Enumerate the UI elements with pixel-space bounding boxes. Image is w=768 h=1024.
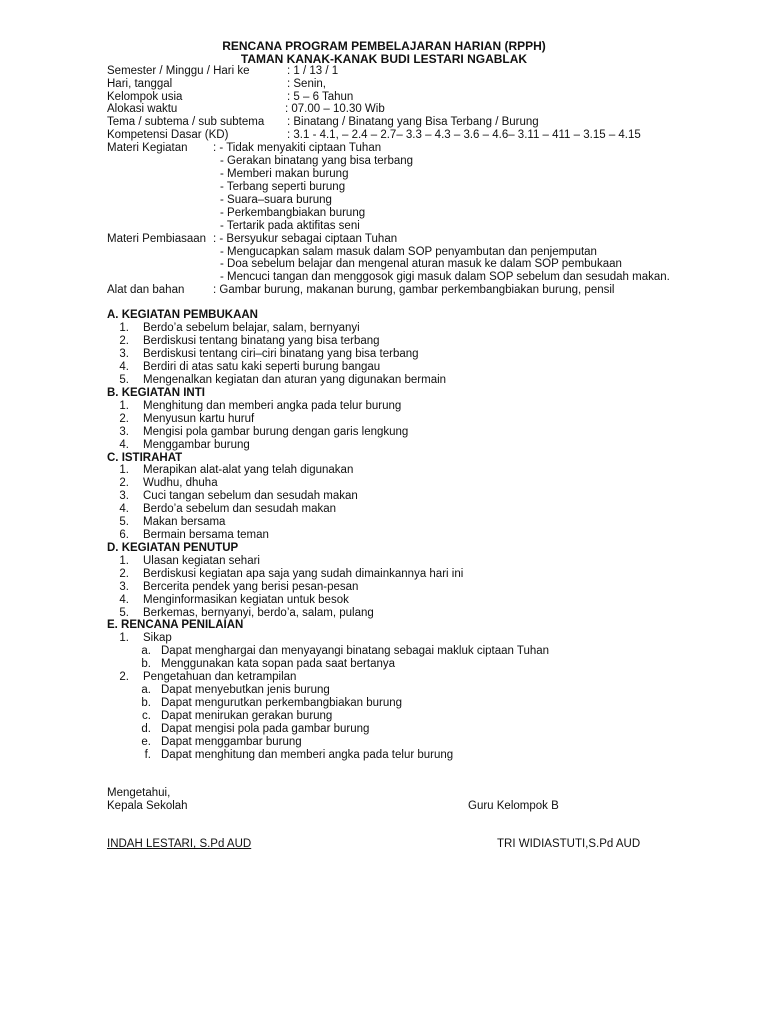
- list-letter: d.: [141, 723, 151, 735]
- meta-label: Semester / Minggu / Hari ke: [107, 65, 250, 77]
- list-text: Mengisi pola gambar burung dengan garis lengkung: [143, 426, 409, 438]
- list-text: Cuci tangan sebelum dan sesudah makan: [143, 490, 358, 502]
- section-heading: E. RENCANA PENILAIAN: [107, 619, 244, 631]
- list-number: 1.: [119, 322, 129, 334]
- list-text: Merapikan alat-alat yang telah digunakan: [143, 464, 354, 476]
- list-text: Wudhu, dhuha: [143, 477, 218, 489]
- list-text: Berdiskusi tentang ciri–ciri binatang yang bisa terbang: [143, 348, 419, 360]
- list-number: 1.: [119, 400, 129, 412]
- list-number: 1.: [119, 464, 129, 476]
- list-number: 5.: [119, 374, 129, 386]
- meta-value: : Senin,: [287, 78, 326, 90]
- list-text: Berdo’a sebelum dan sesudah makan: [143, 503, 337, 515]
- meta-label: Kompetensi Dasar (KD): [107, 129, 229, 141]
- list-text: Mengenalkan kegiatan dan aturan yang digunakan bermain: [143, 374, 447, 386]
- list-number: 2.: [119, 671, 129, 683]
- list-text: Sikap: [143, 632, 172, 644]
- list-letter: a.: [141, 684, 151, 696]
- list-text: Menggunakan kata sopan pada saat bertanya: [161, 658, 396, 670]
- section-heading: C. ISTIRAHAT: [107, 452, 183, 464]
- list-text: Dapat mengurutkan perkembangbiakan burung: [161, 697, 403, 709]
- list-text: Berdo’a sebelum belajar, salam, bernyanyi: [143, 322, 360, 334]
- list-text: Dapat mengisi pola pada gambar burung: [161, 723, 370, 735]
- materi-kegiatan-item: - Suara–suara burung: [220, 194, 332, 206]
- list-number: 2.: [119, 568, 129, 580]
- teacher-name: TRI WIDIASTUTI,S.Pd AUD: [497, 838, 641, 850]
- materi-pembiasaan-item: - Mencuci tangan dan menggosok gigi masuk dalam SOP sebelum dan sesudah makan.: [220, 271, 670, 283]
- list-text: Berdiskusi tentang binatang yang bisa terbang: [143, 335, 380, 347]
- list-text: Bercerita pendek yang berisi pesan-pesan: [143, 581, 359, 593]
- list-letter: c.: [142, 710, 151, 722]
- list-number: 3.: [119, 490, 129, 502]
- meta-value: : 5 – 6 Tahun: [287, 91, 354, 103]
- list-text: Pengetahuan dan ketrampilan: [143, 671, 297, 683]
- list-text: Dapat menghargai dan menyayangi binatang sebagai makluk ciptaan Tuhan: [161, 645, 550, 657]
- mengetahui-text: Mengetahui,: [107, 787, 171, 799]
- list-text: Berdiri di atas satu kaki seperti burung bangau: [143, 361, 381, 373]
- list-number: 2.: [119, 477, 129, 489]
- materi-kegiatan-first: : - Tidak menyakiti ciptaan Tuhan: [213, 142, 382, 154]
- document-title: RENCANA PROGRAM PEMBELAJARAN HARIAN (RPPH): [222, 39, 546, 53]
- meta-value: : 1 / 13 / 1: [287, 65, 339, 77]
- list-text: Dapat menirukan gerakan burung: [161, 710, 333, 722]
- list-text: Menyusun kartu huruf: [143, 413, 255, 425]
- meta-label: Hari, tanggal: [107, 78, 173, 90]
- alat-bahan-label: Alat dan bahan: [107, 284, 185, 296]
- list-text: Dapat menggambar burung: [161, 736, 302, 748]
- materi-pembiasaan-label: Materi Pembiasaan: [107, 233, 207, 245]
- list-letter: a.: [141, 645, 151, 657]
- list-number: 5.: [119, 607, 129, 619]
- headmaster-name: INDAH LESTARI, S.Pd AUD: [107, 838, 252, 850]
- materi-pembiasaan-item: - Doa sebelum belajar dan mengenal aturan masuk ke dalam SOP pembukaan: [220, 258, 622, 270]
- headmaster-role: Kepala Sekolah: [107, 800, 188, 812]
- meta-value: : Binatang / Binatang yang Bisa Terbang / Burung: [287, 116, 539, 128]
- materi-kegiatan-item: - Gerakan binatang yang bisa terbang: [220, 155, 414, 167]
- list-number: 4.: [119, 503, 129, 515]
- list-number: 3.: [119, 426, 129, 438]
- list-letter: e.: [141, 736, 151, 748]
- list-number: 3.: [119, 348, 129, 360]
- list-text: Makan bersama: [143, 516, 226, 528]
- materi-kegiatan-item: - Tertarik pada aktifitas seni: [220, 220, 360, 232]
- section-heading: B. KEGIATAN INTI: [107, 387, 205, 399]
- section-heading: D. KEGIATAN PENUTUP: [107, 542, 239, 554]
- materi-kegiatan-item: - Perkembangbiakan burung: [220, 207, 366, 219]
- list-text: Menghitung dan memberi angka pada telur burung: [143, 400, 402, 412]
- list-number: 2.: [119, 335, 129, 347]
- meta-label: Alokasi waktu: [107, 103, 178, 115]
- list-number: 2.: [119, 413, 129, 425]
- list-text: Berkemas, bernyanyi, berdo’a, salam, pulang: [143, 607, 374, 619]
- materi-pembiasaan-first: : - Bersyukur sebagai ciptaan Tuhan: [213, 233, 398, 245]
- materi-kegiatan-item: - Memberi makan burung: [220, 168, 349, 180]
- materi-kegiatan-label: Materi Kegiatan: [107, 142, 188, 154]
- list-number: 4.: [119, 439, 129, 451]
- list-text: Dapat menghitung dan memberi angka pada telur burung: [161, 749, 454, 761]
- list-text: Ulasan kegiatan sehari: [143, 555, 260, 567]
- meta-value: : 07.00 – 10.30 Wib: [285, 103, 385, 115]
- list-number: 5.: [119, 516, 129, 528]
- list-number: 1.: [119, 555, 129, 567]
- materi-kegiatan-item: - Terbang seperti burung: [220, 181, 346, 193]
- alat-bahan-value: : Gambar burung, makanan burung, gambar perkembangbiakan burung, pensil: [213, 284, 615, 296]
- school-name: TAMAN KANAK-KANAK BUDI LESTARI NGABLAK: [240, 52, 528, 66]
- meta-label: Tema / subtema / sub subtema: [107, 116, 265, 128]
- meta-label: Kelompok usia: [107, 91, 183, 103]
- list-letter: b.: [141, 697, 151, 709]
- list-number: 4.: [119, 361, 129, 373]
- list-text: Bermain bersama teman: [143, 529, 269, 541]
- list-letter: b.: [141, 658, 151, 670]
- teacher-role: Guru Kelompok B: [468, 800, 559, 812]
- list-number: 1.: [119, 632, 129, 644]
- meta-value: : 3.1 - 4.1, – 2.4 – 2.7– 3.3 – 4.3 – 3.6 – 4.6– 3.11 – 411 – 3.15 – 4.15: [287, 129, 641, 141]
- list-text: Menginformasikan kegiatan untuk besok: [143, 594, 349, 606]
- list-letter: f.: [144, 749, 151, 761]
- list-number: 3.: [119, 581, 129, 593]
- list-number: 4.: [119, 594, 129, 606]
- list-text: Berdiskusi kegiatan apa saja yang sudah dimainkannya hari ini: [143, 568, 464, 580]
- section-heading: A. KEGIATAN PEMBUKAAN: [107, 309, 258, 321]
- list-number: 6.: [119, 529, 129, 541]
- materi-pembiasaan-item: - Mengucapkan salam masuk dalam SOP penyambutan dan penjemputan: [220, 246, 597, 258]
- list-text: Dapat menyebutkan jenis burung: [161, 684, 330, 696]
- list-text: Menggambar burung: [143, 439, 250, 451]
